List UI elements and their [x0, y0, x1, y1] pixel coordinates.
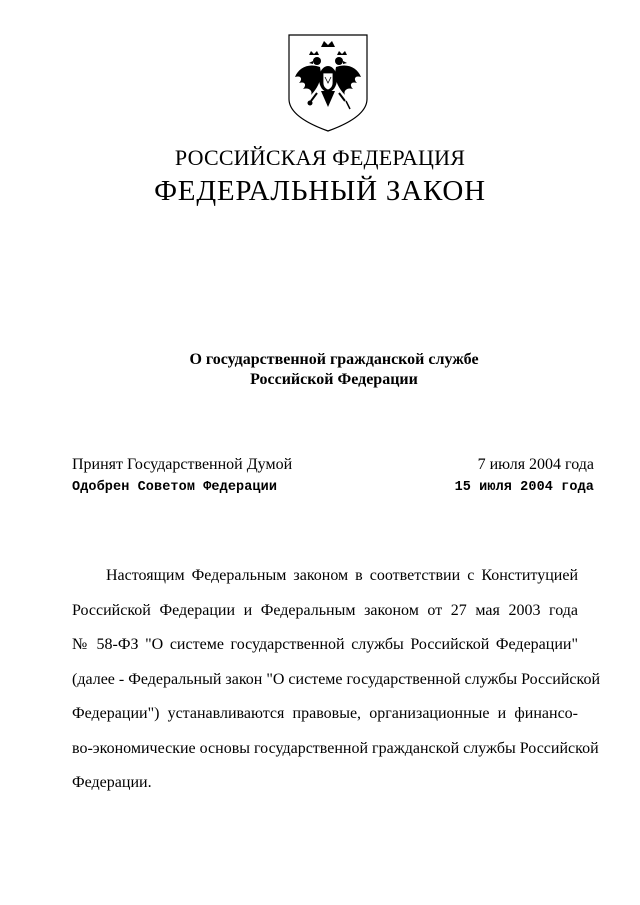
document-type: ФЕДЕРАЛЬНЫЙ ЗАКОН — [154, 175, 486, 207]
approved-label: Одобрен Советом Федерации — [72, 480, 278, 495]
preamble-line: Российской Федерации и Федеральным законом от 27 мая 2003 года — [72, 601, 578, 619]
law-title-line-2: Российской Федерации — [250, 371, 418, 388]
adopted-date: 7 июля 2004 года — [477, 456, 594, 473]
law-title-line-1: О государственной гражданской службе — [189, 351, 479, 368]
approval-row — [72, 480, 594, 495]
preamble-line: Настоящим Федеральным законом в соответствии с Конституцией — [106, 567, 578, 584]
preamble-line: Федерации. — [72, 774, 152, 791]
country-name: РОССИЙСКАЯ ФЕДЕРАЦИЯ — [174, 145, 466, 170]
law-title — [0, 350, 640, 390]
preamble-paragraph — [72, 559, 601, 801]
adopted-label: Принят Государственной Думой — [72, 456, 293, 473]
preamble-line: № 58-ФЗ "О системе государственной службы Российской Федерации" — [72, 636, 578, 653]
adoption-row — [72, 456, 594, 474]
preamble-line: (далее - Федеральный закон "О системе государственной службы Российской — [72, 670, 601, 688]
preamble-line: во-экономические основы государственной гражданской службы Российской — [72, 739, 599, 757]
approved-date: 15 июля 2004 года — [454, 480, 594, 495]
double-headed-eagle-icon — [287, 33, 369, 133]
preamble-line: Федерации") устанавливаются правовые, организационные и финансо- — [72, 705, 578, 722]
